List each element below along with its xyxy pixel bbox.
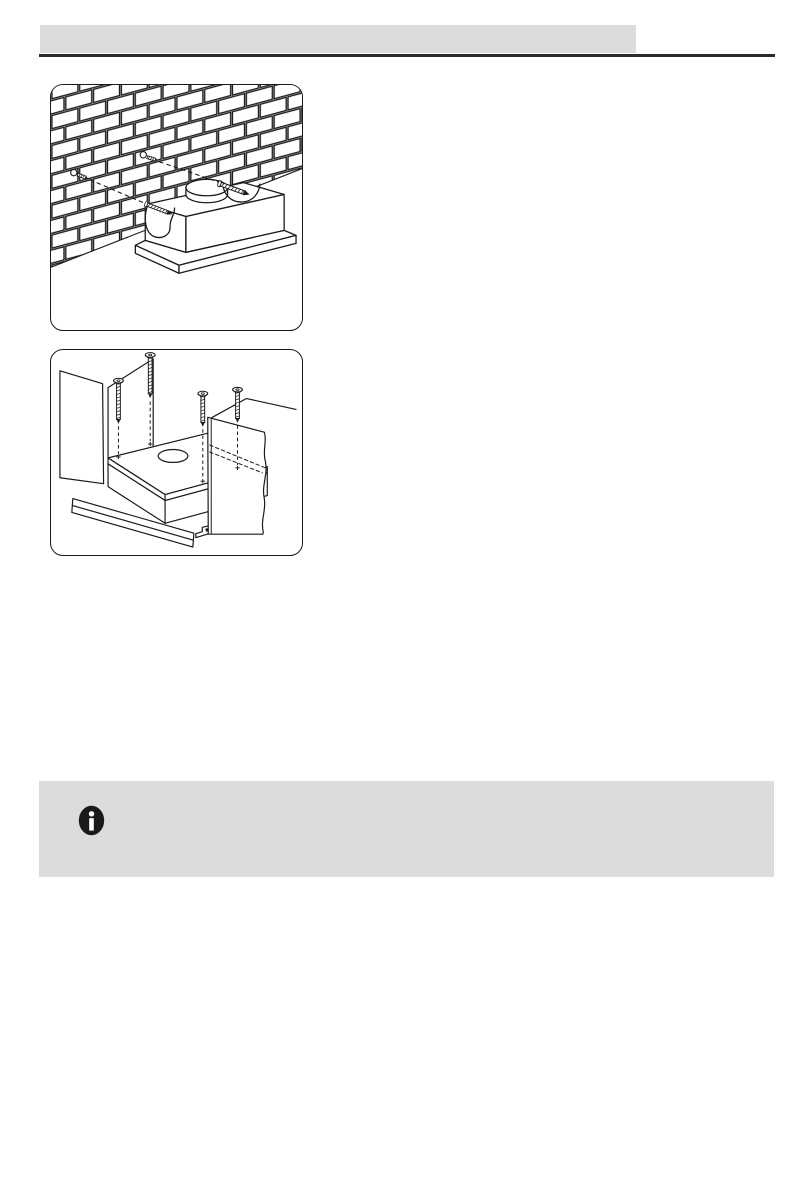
header-rule — [39, 54, 775, 57]
vent-hole — [158, 450, 188, 463]
wall-mounting-illustration — [51, 85, 302, 330]
worktop-edge — [209, 399, 296, 420]
cabinet-mounting-illustration — [51, 350, 302, 555]
figure-wall-mounting — [50, 84, 303, 331]
cabinet-left-panel — [60, 371, 104, 484]
info-icon — [78, 805, 105, 836]
figure-cabinet-mounting — [50, 349, 303, 556]
section-title — [40, 25, 636, 35]
cabinet-back-panel — [108, 359, 153, 458]
screw — [198, 391, 208, 427]
wall-hole — [71, 169, 77, 175]
cabinet-right-panel — [208, 417, 266, 534]
section-title-bar — [40, 25, 636, 53]
info-note-box — [39, 781, 774, 877]
wall-hole — [140, 152, 146, 158]
